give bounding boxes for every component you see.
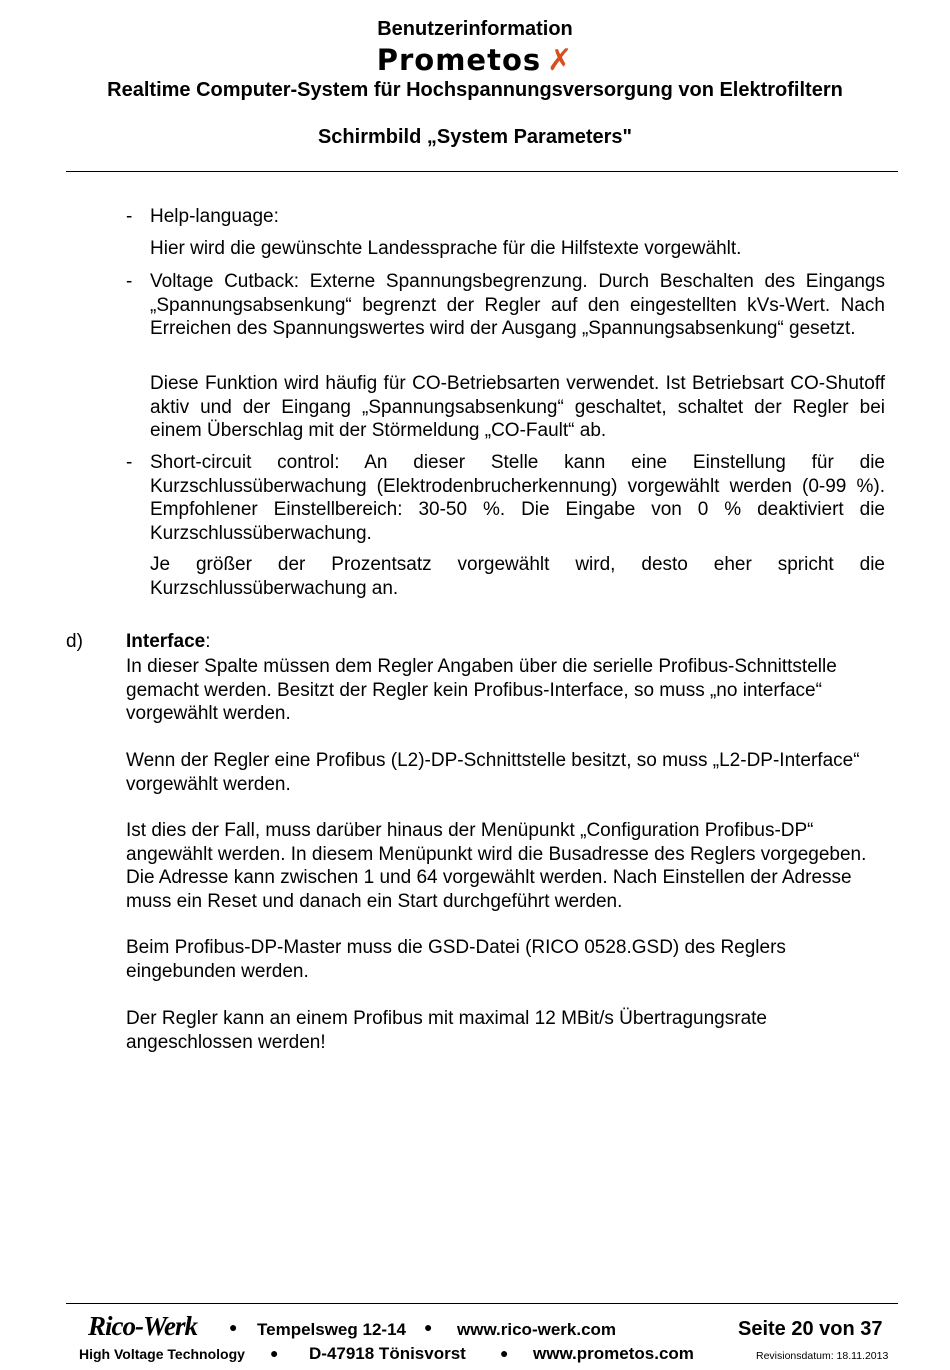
item-paragraph: Voltage Cutback: Externe Spannungsbegrenzung. Durch Beschalten des Eingangs „Spannungsabsenkung“ begrenzt der Regler auf den eingestellten kVs-Wert. Nach Erreichen des Spannungswertes wird der Ausgang „Spannungsabsenkung“ gesetzt.: [150, 271, 885, 339]
brand-title: [0, 43, 950, 78]
brand-mark-icon: ✗: [547, 43, 574, 78]
company-logo: Rico-Werk: [88, 1311, 197, 1341]
document-type: Benutzerinformation: [377, 18, 573, 40]
footer-divider: [66, 1303, 898, 1304]
item-paragraph: Hier wird die gewünschte Landessprache für die Hilfstexte vorgewählt.: [150, 238, 742, 259]
brand-name: Prometos: [376, 43, 542, 77]
header-divider: [66, 171, 898, 172]
section-paragraph: Der Regler kann an einem Profibus mit maximal 12 MBit/s Übertragungsrate angeschlossen werden!: [126, 1008, 767, 1053]
bullet-icon: ●: [424, 1319, 433, 1335]
item-paragraph: Diese Funktion wird häufig für CO-Betriebsarten verwendet. Ist Betriebsart CO-Shutoff aktiv und der Eingang „Spannungsabsenkung“ geschaltet, schaltet der Regler bei einem Überschlag mit der Störmeldung „CO-Fault“ ab.: [150, 373, 885, 441]
screen-title: Schirmbild „System Parameters": [317, 126, 633, 148]
section-paragraph: Wenn der Regler eine Profibus (L2)-DP-Schnittstelle besitzt, so muss „L2-DP-Interface“ vorgewählt werden.: [126, 750, 860, 795]
item-paragraph: Je größer der Prozentsatz vorgewählt wird, desto eher spricht die Kurzschlussüberwachung an.: [150, 554, 885, 599]
section-heading-text: Interface: [126, 631, 206, 652]
section-paragraph: Ist dies der Fall, muss darüber hinaus der Menüpunkt „Configuration Profibus-DP“ angewählt werden. In diesem Menüpunkt wird die Busadresse des Reglers vorgegeben. Die Adresse kann zwischen 1 und 64 vorgewählt werden. Nach Einstellen der Adresse muss ein Reset und danach ein Start durchgeführt werden.: [126, 820, 867, 912]
footer-website-link[interactable]: www.prometos.com: [533, 1344, 694, 1363]
section-paragraph: Beim Profibus-DP-Master muss die GSD-Datei (RICO 0528.GSD) des Reglers eingebunden werden.: [126, 937, 786, 982]
footer-tagline: High Voltage Technology: [79, 1346, 245, 1362]
section-heading-colon: :: [205, 631, 211, 652]
list-dash: -: [126, 271, 133, 292]
section-paragraph: In dieser Spalte müssen dem Regler Angaben über die serielle Profibus-Schnittstelle gemacht werden. Besitzt der Regler kein Profibus-Interface, so muss „no interface“ vorgewählt werden.: [126, 656, 837, 724]
footer-street: Tempelsweg 12-14: [257, 1320, 406, 1339]
section-heading: [126, 630, 886, 654]
list-dash: -: [126, 206, 133, 227]
document-subtitle: Realtime Computer-System für Hochspannungsversorgung von Elektrofiltern: [107, 79, 843, 101]
section-label: d): [66, 631, 83, 652]
bullet-icon: ●: [500, 1345, 509, 1361]
bullet-icon: ●: [270, 1345, 279, 1361]
list-dash: -: [126, 452, 133, 473]
footer-city: D-47918 Tönisvorst: [309, 1344, 466, 1363]
page-number: Seite 20 von 37: [738, 1318, 883, 1340]
bullet-icon: ●: [229, 1319, 238, 1335]
revision-date: Revisionsdatum: 18.11.2013: [756, 1350, 889, 1362]
footer-website-link[interactable]: www.rico-werk.com: [457, 1320, 617, 1339]
item-paragraph: Short-circuit control: An dieser Stelle kann eine Einstellung für die Kurzschlussüberwachung (Elektrodenbrucherkennung) vorgewählt werden (0-99 %). Empfohlener Einstellbereich: 30-50 %. Die Eingabe von 0 % deaktiviert die Kurzschlussüberwachung.: [150, 452, 885, 544]
item-paragraph: Help-language:: [150, 206, 279, 227]
